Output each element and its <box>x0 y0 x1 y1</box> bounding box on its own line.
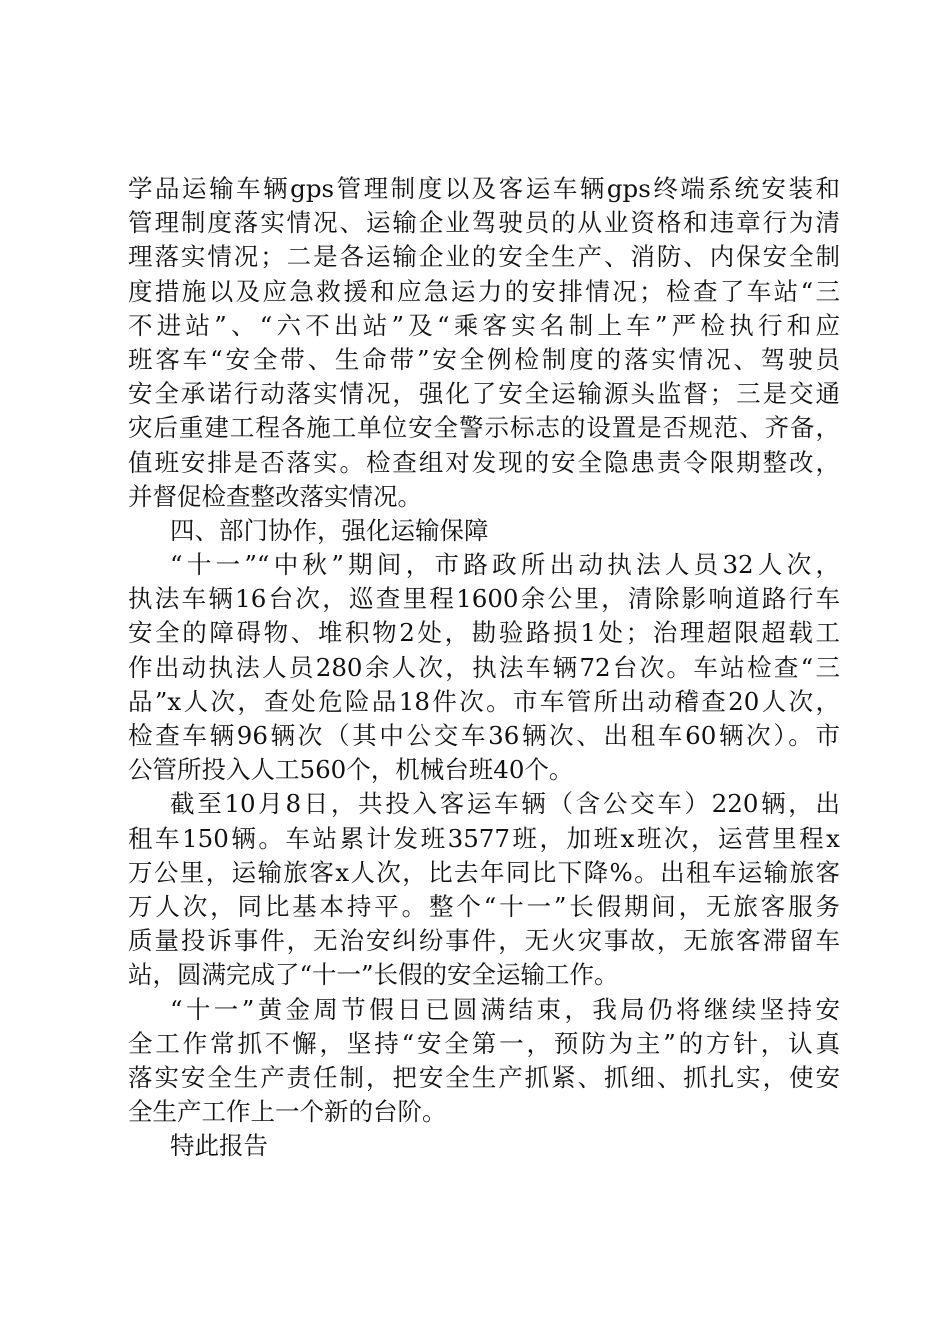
section-heading: 四、部门协作，强化运输保障 <box>170 515 489 545</box>
text-line: 万人次，同比基本持平。整个“十一”长假期间，无旅客服务 <box>128 891 840 921</box>
text-line: 安全的障碍物、堆积物2处，勘验路损1处；治理超限超载工 <box>128 618 840 648</box>
text-line: 品”x人次，查处危险品18件次。市车管所出动稽查20人次， <box>128 686 840 716</box>
text-line: 站，圆满完成了“十一”长假的安全运输工作。 <box>128 960 619 990</box>
closing-line: 特此报告 <box>170 1131 268 1161</box>
text-line: 管理制度落实情况、运输企业驾驶员的从业资格和违章行为清 <box>128 208 840 238</box>
text-line: 并督促检查整改落实情况。 <box>128 481 422 511</box>
text-line: 全生产工作上一个新的台阶。 <box>128 1097 447 1127</box>
text-line: 学品运输车辆gps管理制度以及客运车辆gps终端系统安装和 <box>128 174 840 203</box>
text-line: 落实安全生产责任制，把安全生产抓紧、抓细、抓扎实，使安 <box>128 1062 840 1092</box>
text-line: “十一”“中秋”期间，市路政所出动执法人员32人次， <box>170 550 840 580</box>
text-line: 检查车辆96辆次（其中公交车36辆次、出租车60辆次）。市 <box>128 721 840 750</box>
text-line: 质量投诉事件，无治安纠纷事件，无火灾事故，无旅客滞留车 <box>128 926 840 956</box>
document-body <box>128 172 840 1163</box>
text-line: 班客车“安全带、生命带”安全例检制度的落实情况、驾驶员 <box>128 344 840 374</box>
text-line: 租车150辆。车站累计发班3577班，加班x班次，运营里程x <box>128 823 840 853</box>
text-line: “十一”黄金周节假日已圆满结束，我局仍将继续坚持安 <box>170 994 840 1024</box>
text-line: 灾后重建工程各施工单位安全警示标志的设置是否规范、齐备， <box>128 413 840 443</box>
text-line: 值班安排是否落实。检查组对发现的安全隐患责令限期整改， <box>128 447 840 477</box>
text-line: 理落实情况；二是各运输企业的安全生产、消防、内保安全制 <box>128 242 840 272</box>
text-line: 全工作常抓不懈，坚持“安全第一，预防为主”的方针，认真 <box>128 1028 840 1058</box>
text-line: 度措施以及应急救援和应急运力的安排情况；检查了车站“三 <box>128 276 840 306</box>
text-line: 公管所投入人工560个，机械台班40个。 <box>128 755 574 785</box>
text-line: 万公里，运输旅客x人次，比去年同比下降%。出租车运输旅客 <box>128 857 840 887</box>
text-line: 作出动执法人员280余人次，执法车辆72台次。车站检查“三 <box>128 652 840 682</box>
text-line: 截至10月8日，共投入客运车辆（含公交车）220辆，出 <box>170 789 840 819</box>
text-line: 执法车辆16台次，巡查里程1600余公里，清除影响道路行车 <box>128 584 840 614</box>
text-line: 安全承诺行动落实情况，强化了安全运输源头监督；三是交通 <box>128 379 840 409</box>
text-line: 不进站”、“六不出站”及“乘客实名制上车”严检执行和应 <box>128 310 840 340</box>
